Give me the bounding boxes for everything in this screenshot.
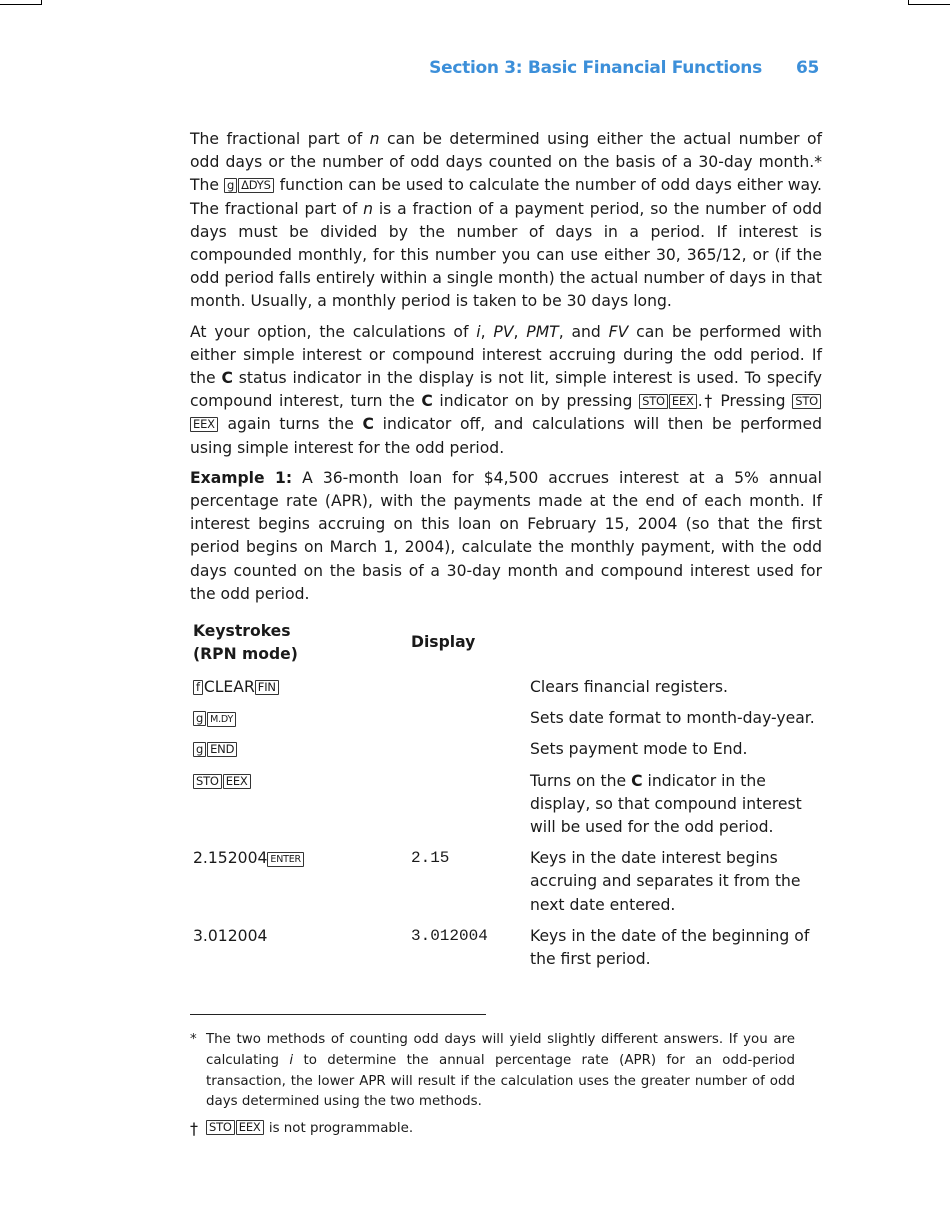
paragraph-fractional-part	[190, 128, 822, 314]
keystroke-cell	[193, 847, 305, 870]
description-cell: Sets payment mode to End.	[530, 740, 748, 759]
text-span: Turns on the	[530, 771, 632, 790]
g-key: g	[224, 178, 237, 193]
text-span: ,	[480, 322, 494, 341]
table-row	[193, 847, 823, 917]
italic-i: i	[476, 322, 481, 341]
section-title: Section 3: Basic Financial Functions	[429, 58, 762, 78]
italic-n: n	[363, 199, 373, 218]
text-span: status indicator in the display is not lit, simple interest is used. To specify compound interest, turn the	[190, 369, 822, 411]
mdy-key: M.DY	[207, 712, 236, 727]
italic-pmt: PMT	[526, 322, 559, 341]
description-cell: Keys in the date interest begins accruing and separates it from the next date entered.	[530, 849, 801, 914]
text-span: indicator off, and calculations will then be performed using simple interest for the odd period.	[190, 415, 822, 457]
table-row	[193, 925, 823, 971]
keystroke-cell	[193, 738, 238, 761]
text-span: is a fraction of a payment period, so the number of odd days must be divided by the number of days in a period. If interest is compounded monthly, for this number you can use either 30, 365/12, or (if the odd period falls entirely within a single month) the actual number of days in that month. Usually, a monthly period is taken to be 30 days long.	[190, 199, 822, 311]
sto-key: STO	[206, 1120, 235, 1135]
asterisk-mark: *	[190, 1032, 197, 1047]
text-span: , and	[558, 322, 609, 341]
footnote-star	[190, 1030, 795, 1113]
running-header	[429, 58, 819, 78]
dagger-mark: †	[190, 1119, 198, 1138]
paragraph-simple-compound	[190, 321, 822, 460]
text-span: At your option, the calculations of	[190, 322, 477, 341]
italic-i: i	[289, 1052, 294, 1068]
table-row	[193, 738, 823, 761]
italic-pv: PV	[493, 322, 514, 341]
eex-key: EEX	[190, 417, 218, 432]
example-label: Example 1:	[190, 468, 293, 487]
sto-key: STO	[193, 774, 222, 789]
enter-key: ENTER	[267, 852, 304, 867]
italic-fv: FV	[608, 322, 629, 341]
keystroke-cell	[193, 770, 252, 793]
eex-key: EEX	[669, 394, 697, 409]
header-line: Keystrokes	[193, 622, 291, 640]
description-cell: Clears financial registers.	[530, 678, 728, 696]
sto-key: STO	[792, 394, 821, 409]
text-span: .† Pressing	[697, 392, 793, 411]
table-header	[193, 620, 823, 676]
keystroke-table	[193, 620, 823, 971]
f-key: f	[193, 680, 203, 695]
c-indicator: C	[221, 369, 233, 388]
text-span: can be performed with either simple interest or compound interest accruing during the odd period. If the	[190, 322, 822, 388]
text-span: indicator in the display, so that compound interest will be used for the odd period.	[530, 771, 802, 837]
description-cell: Keys in the date of the beginning of the first period.	[530, 926, 810, 969]
footnote-text	[206, 1030, 795, 1113]
text-span: function can be used to calculate the number of odd days either way. The fractional part of	[190, 176, 822, 218]
page-number: 65	[795, 58, 819, 78]
clear-label: CLEAR	[203, 678, 255, 696]
text-span: can be determined using either the actual number of odd days or the number of odd days counted on the basis of a 30-day month.* The	[190, 130, 822, 195]
header-line: (RPN mode)	[193, 645, 298, 664]
text-span: is not programmable.	[264, 1121, 414, 1136]
text-span: ,	[513, 322, 527, 341]
footnote-dagger	[190, 1119, 795, 1140]
keystrokes-column-header	[193, 620, 393, 666]
display-cell: 3.012004	[411, 926, 488, 945]
fin-key: FIN	[255, 680, 279, 695]
display-cell: 2.15	[411, 849, 450, 868]
crop-mark-right	[908, 0, 950, 5]
example-text: A 36-month loan for $4,500 accrues interest at a 5% annual percentage rate (APR), with the payments made at the end of each month. If interest begins accruing on this loan on February 15, 2004 (so that the first period begins on March 1, 2004), calculate the monthly payment, with the odd days counted on the basis of a 30-day month and compound interest used for the odd period.	[190, 468, 822, 603]
keystroke-cell	[193, 676, 280, 699]
delta-days-key: ΔDYS	[238, 178, 274, 193]
text-span: The fractional part of	[190, 130, 370, 148]
footnote-rule	[190, 1014, 486, 1015]
body-text	[190, 128, 822, 613]
table-row	[193, 770, 823, 840]
description-cell	[530, 770, 820, 840]
eex-key: EEX	[236, 1120, 264, 1135]
entry-value: 2.152004	[193, 849, 268, 868]
c-indicator: C	[421, 392, 433, 411]
table-row	[193, 707, 823, 730]
text-span: indicator on by pressing	[432, 392, 640, 411]
text-span: The two methods of counting odd days will yield slightly different answers. If you are calculating	[206, 1032, 795, 1068]
display-column-header: Display	[411, 633, 476, 651]
keystroke-cell: 3.012004	[193, 926, 268, 945]
g-key: g	[193, 742, 206, 757]
end-key: END	[207, 742, 237, 757]
footnote-text	[206, 1119, 795, 1140]
text-span: to determine the annual percentage rate (APR) for an odd-period transaction, the lower APR will result if the calculation uses the greater number of odd days determined using the two methods.	[206, 1052, 795, 1110]
table-row	[193, 676, 823, 699]
keystroke-cell	[193, 707, 237, 730]
c-indicator: C	[362, 415, 374, 434]
eex-key: EEX	[223, 774, 251, 789]
g-key: g	[193, 711, 206, 726]
text-span: again turns the	[218, 415, 363, 434]
c-indicator: C	[631, 771, 643, 790]
example-paragraph	[190, 467, 822, 606]
italic-n: n	[369, 130, 380, 148]
sto-key: STO	[639, 394, 668, 409]
crop-mark-left	[0, 0, 42, 5]
description-cell: Sets date format to month-day-year.	[530, 709, 815, 728]
